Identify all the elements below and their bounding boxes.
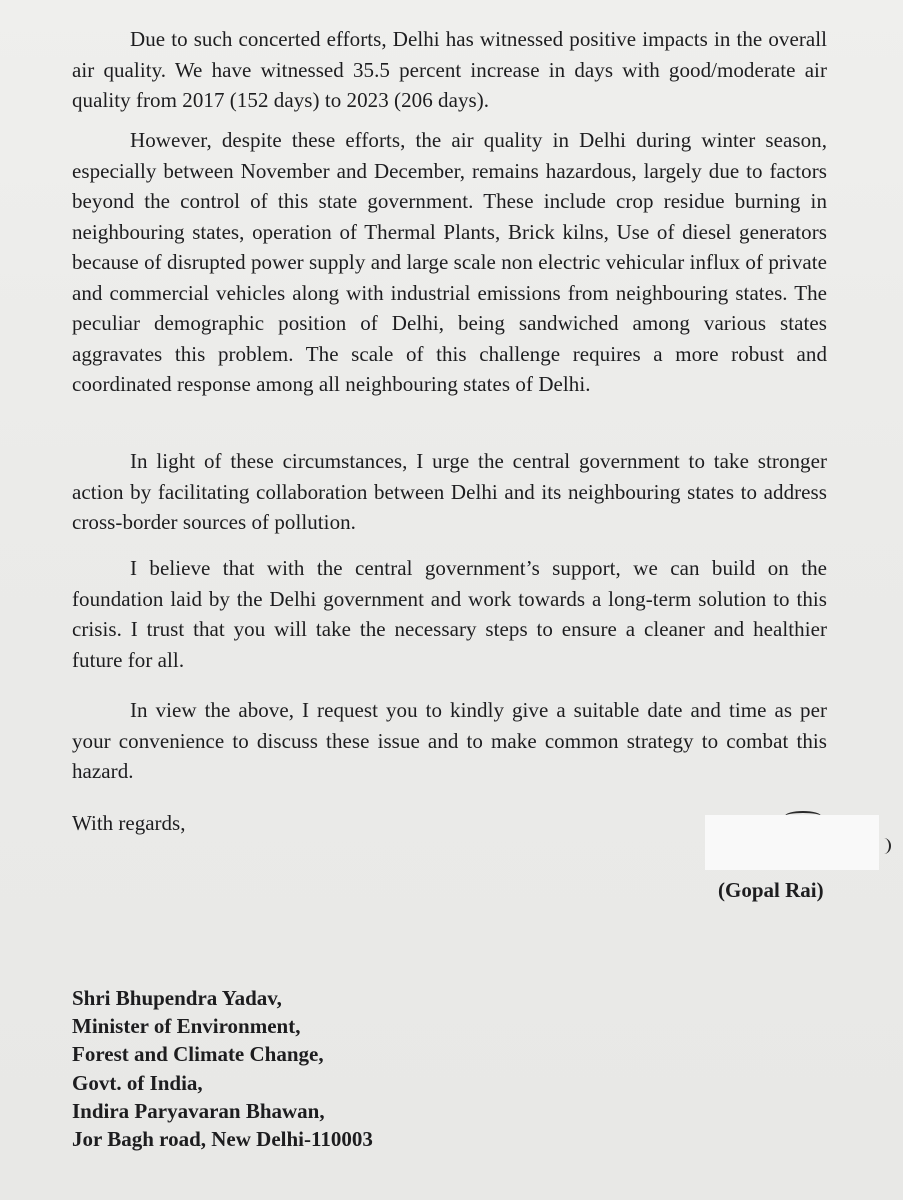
recipient-line: Govt. of India, (72, 1070, 203, 1095)
paragraph-meeting-request: In view the above, I request you to kindly give a suitable date and time as per your convenience to discuss these issue and to make common strategy to combat this hazard. (72, 698, 827, 783)
paragraph-air-quality-impact: Due to such concerted efforts, Delhi has witnessed positive impacts in the overall air quality. We have witnessed 35.5 percent increase in days with good/moderate air quality from 2017 (152 days) to 2023 (206 days). (72, 27, 827, 112)
closing-salutation: With regards, (72, 811, 186, 835)
recipient-address (72, 984, 373, 1153)
recipient-line: Minister of Environment, (72, 1014, 301, 1039)
paragraph-urge-central-action: In light of these circumstances, I urge the central government to take stronger action by facilitating collaboration between Delhi and its neighbouring states to address cross-border sources of pollution. (72, 449, 827, 534)
paragraph-winter-hazard: However, despite these efforts, the air quality in Delhi during winter season, especially between November and December, remains hazardous, largely due to factors beyond the control of this state government. These include crop residue burning in neighbouring states, operation of Thermal Plants, Brick kilns, Use of diesel generators because of disrupted power supply and large scale non electric vehicular influx of private and commercial vehicles along with industrial emissions from neighbouring states. The peculiar demographic position of Delhi, being sandwiched among various states aggravates this problem. The scale of this challenge requires a more robust and coordinated response among all neighbouring states of Delhi. (72, 128, 827, 396)
paragraph-central-support: I believe that with the central government’s support, we can build on the foundation laid by the Delhi government and work towards a long-term solution to this crisis. I trust that you will take the necessary steps to ensure a cleaner and healthier future for all. (72, 556, 827, 672)
signatory-name: (Gopal Rai) (718, 878, 824, 902)
recipient-line: Indira Paryavaran Bhawan, (72, 1098, 325, 1123)
recipient-line: Forest and Climate Change, (72, 1042, 324, 1067)
signature-stroke-tail (877, 838, 891, 854)
redacted-signature (705, 815, 879, 870)
recipient-line: Jor Bagh road, New Delhi-110003 (72, 1127, 373, 1152)
recipient-line: Shri Bhupendra Yadav, (72, 986, 282, 1010)
